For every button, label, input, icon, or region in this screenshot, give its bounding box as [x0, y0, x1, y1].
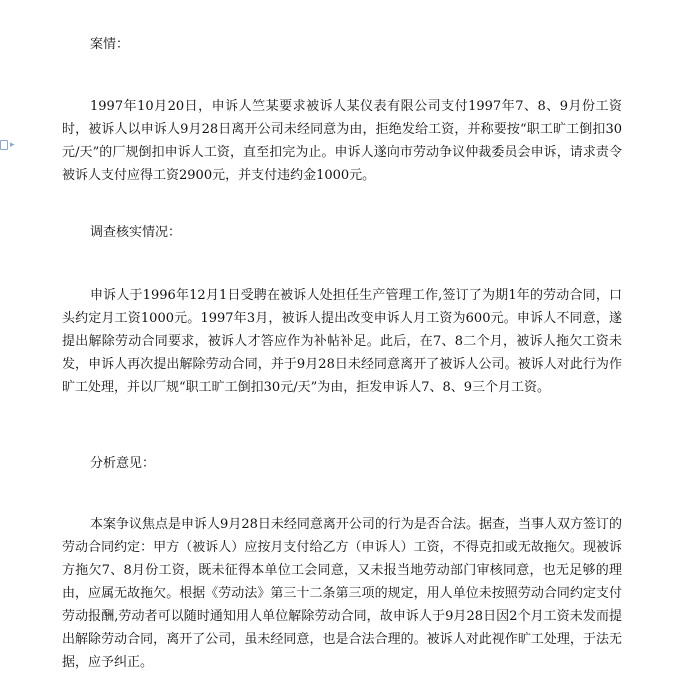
margin-marker[interactable] [0, 138, 20, 152]
paragraph-analysis: 本案争议焦点是申诉人9月28日未经同意离开公司的行为是否合法。据查，当事人双方签订的劳动合同约定：甲方（被诉人）应按月支付给乙方（申诉人）工资，不得克扣或无故拖欠。现被诉方拖欠7、8月份工资，既未征得本单位工会同意，又未报当地劳动部门审核同意，也无足够的理由，应属无故拖欠。根据《劳动法》第三十二条第三项的规定，用人单位未按照劳动合同约定支付劳动报酬,劳动者可以随时通知用人单位解除劳动合同，故申诉人于9月28日因2个月工资未发而提出解除劳动合同，离开了公司，虽未经同意，也是合法合理的。被诉人对此视作旷工处理，于法无据，应予纠正。 [62, 517, 622, 670]
heading-analysis: 分析意见： [90, 456, 156, 471]
heading-investigation: 调查核实情况： [90, 225, 182, 240]
chevron-right-icon: ▸ [10, 140, 15, 150]
heading-case: 案情： [90, 37, 130, 52]
paragraph-case: 1997年10月20日，申诉人竺某要求被诉人某仪表有限公司支付1997年7、8、9月份工资时，被诉人以申诉人9月28日离开公司未经同意为由，拒绝发给工资，并称要按“职工旷工倒扣30元/天”的厂规倒扣申诉人工资，直至扣完为止。申诉人遂向市劳动争议仲裁委员会申诉，请求责令被诉人支付应得工资2900元，并支付违约金1000元。 [62, 99, 622, 183]
document-icon [0, 140, 8, 150]
paragraph-investigation: 申诉人于1996年12月1日受聘在被诉人处担任生产管理工作,签订了为期1年的劳动合同，口头约定月工资1000元。1997年3月，被诉人提出改变申诉人月工资为600元。申诉人不同意，遂提出解除劳动合同要求，被诉人才答应作为补帖补足。此后，在7、8二个月，被诉人拖欠工资未发，申诉人再次提出解除劳动合同，并于9月28日未经同意离开了被诉人公司。被诉人对此行为作旷工处理，并以厂规“职工旷工倒扣30元/天”为由，拒发申诉人7、8、9三个月工资。 [62, 288, 622, 395]
